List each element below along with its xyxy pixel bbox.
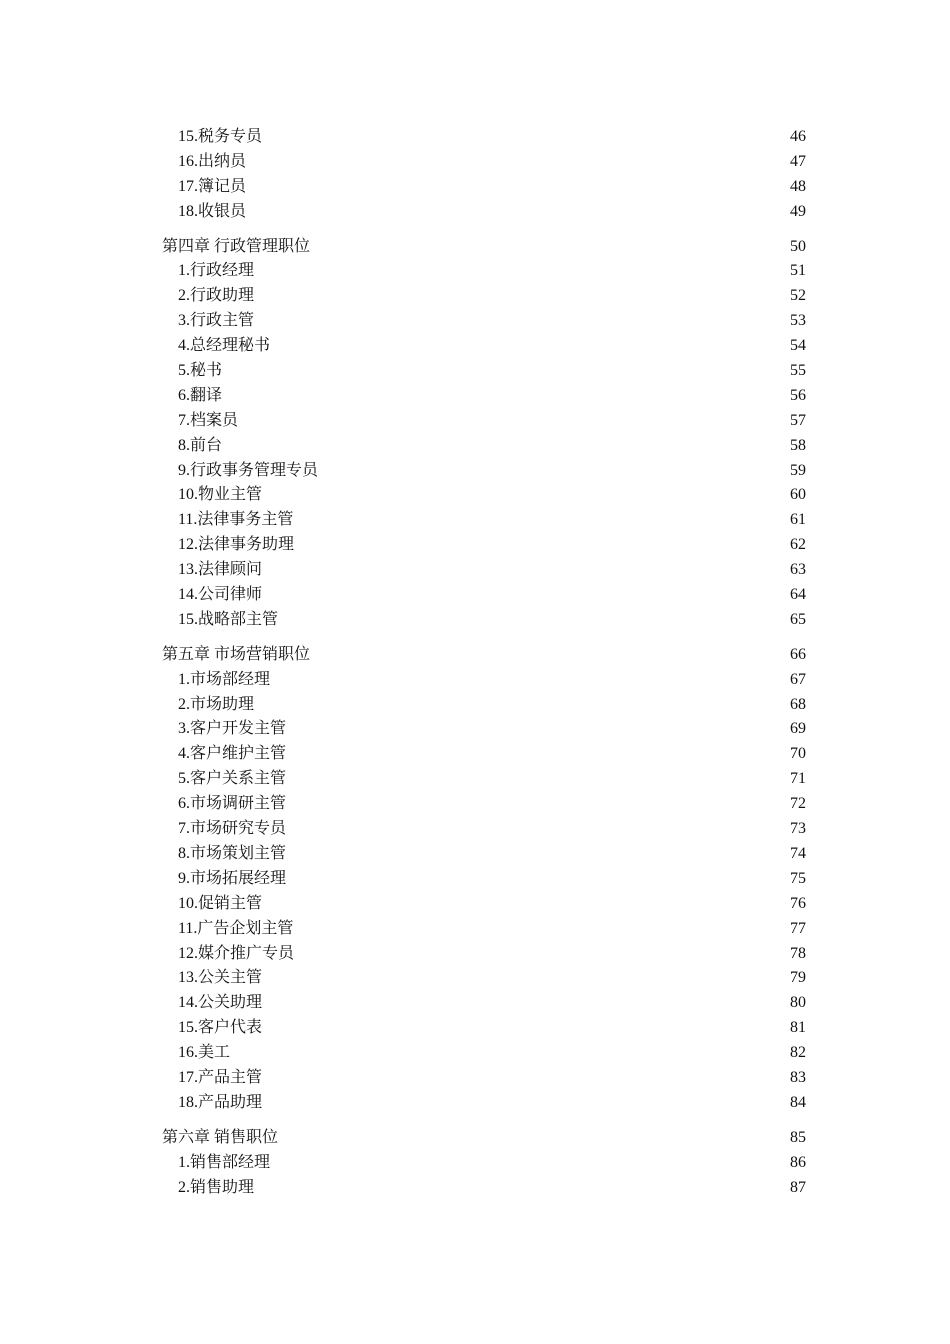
toc-page-number: 84	[790, 1093, 806, 1111]
toc-entry[interactable]	[162, 1091, 806, 1116]
toc-entry-title: 9.市场拓展经理	[178, 869, 287, 887]
toc-group	[162, 125, 806, 225]
toc-page-number: 60	[790, 486, 806, 504]
toc-page-number: 57	[790, 411, 806, 429]
toc-chapter-title: 第五章 市场营销职位	[162, 645, 311, 663]
toc-page-number: 86	[790, 1153, 806, 1171]
toc-entry-title: 17.产品主管	[178, 1068, 263, 1086]
toc-entry[interactable]	[162, 842, 806, 867]
toc-page-number: 83	[790, 1068, 806, 1086]
toc-entry-title: 2.销售助理	[178, 1178, 255, 1196]
toc-page-number: 50	[790, 237, 806, 255]
toc-page-number: 65	[790, 610, 806, 628]
toc-page-number: 87	[790, 1178, 806, 1196]
toc-entry-title: 3.客户开发主管	[178, 720, 287, 738]
toc-page-number: 81	[790, 1019, 806, 1037]
toc-entry[interactable]	[162, 742, 806, 767]
toc-entry[interactable]	[162, 459, 806, 484]
toc-page-number: 74	[790, 844, 806, 862]
toc-entry-title: 8.市场策划主管	[178, 844, 287, 862]
toc-page-number: 76	[790, 894, 806, 912]
toc-entry-title: 16.美工	[178, 1044, 231, 1062]
toc-entry[interactable]	[162, 867, 806, 892]
toc-entry[interactable]	[162, 409, 806, 434]
toc-entry[interactable]	[162, 942, 806, 967]
toc-page-number: 70	[790, 745, 806, 763]
toc-entry[interactable]	[162, 309, 806, 334]
toc-page-number: 85	[790, 1128, 806, 1146]
toc-entry[interactable]	[162, 1066, 806, 1091]
toc-entry-title: 6.市场调研主管	[178, 795, 287, 813]
toc-entry[interactable]	[162, 717, 806, 742]
toc-page-number: 58	[790, 436, 806, 454]
toc-entry[interactable]	[162, 1041, 806, 1066]
toc-entry[interactable]	[162, 1151, 806, 1176]
toc-entry-title: 7.市场研究专员	[178, 820, 287, 838]
toc-entry[interactable]	[162, 608, 806, 633]
toc-entry[interactable]	[162, 558, 806, 583]
toc-page-number: 82	[790, 1044, 806, 1062]
toc-page-number: 46	[790, 128, 806, 145]
toc-page-number: 59	[790, 461, 806, 479]
toc-entry[interactable]	[162, 533, 806, 558]
toc-entry-title: 9.行政事务管理专员	[178, 461, 319, 479]
toc-entry[interactable]	[162, 284, 806, 309]
toc-entry[interactable]	[162, 150, 806, 175]
toc-chapter-heading[interactable]	[162, 1126, 806, 1151]
toc-page-number: 68	[790, 695, 806, 713]
toc-entry[interactable]	[162, 668, 806, 693]
toc-page-number: 79	[790, 969, 806, 987]
toc-entry[interactable]	[162, 693, 806, 718]
toc-page-number: 54	[790, 337, 806, 355]
toc-entry-title: 10.促销主管	[178, 894, 263, 912]
toc-page-number: 77	[790, 919, 806, 937]
toc-entry-title: 15.税务专员	[178, 128, 263, 145]
toc-page-number: 78	[790, 944, 806, 962]
toc-page-number: 64	[790, 586, 806, 604]
toc-entry-title: 10.物业主管	[178, 486, 263, 504]
toc-entry-title: 13.法律顾问	[178, 561, 263, 579]
toc-entry-title: 7.档案员	[178, 411, 239, 429]
toc-entry[interactable]	[162, 384, 806, 409]
toc-entry[interactable]	[162, 1176, 806, 1201]
toc-chapter-title: 第六章 销售职位	[162, 1128, 279, 1146]
toc-chapter-heading[interactable]	[162, 643, 806, 668]
toc-page-number: 47	[790, 152, 806, 170]
toc-entry-title: 14.公关助理	[178, 994, 263, 1012]
toc-entry-title: 1.市场部经理	[178, 670, 271, 688]
toc-page-number: 53	[790, 312, 806, 330]
toc-page-number: 73	[790, 820, 806, 838]
toc-page-number: 72	[790, 795, 806, 813]
toc-page-number: 69	[790, 720, 806, 738]
toc-entry-title: 15.战略部主管	[178, 610, 279, 628]
toc-page-number: 56	[790, 386, 806, 404]
toc-chapter-heading[interactable]	[162, 235, 806, 260]
toc-entry[interactable]	[162, 334, 806, 359]
toc-entry-title: 18.收银员	[178, 202, 247, 220]
toc-page-number: 67	[790, 670, 806, 688]
toc-entry[interactable]	[162, 200, 806, 225]
toc-page-number: 75	[790, 869, 806, 887]
toc-entry[interactable]	[162, 767, 806, 792]
toc-page-number: 55	[790, 362, 806, 380]
toc-entry-title: 1.行政经理	[178, 262, 255, 280]
table-of-contents	[162, 125, 806, 1200]
toc-chapter-title: 第四章 行政管理职位	[162, 237, 311, 255]
toc-entry-title: 2.市场助理	[178, 695, 255, 713]
toc-page-number: 51	[790, 262, 806, 280]
toc-entry[interactable]	[162, 991, 806, 1016]
toc-entry-title: 13.公关主管	[178, 969, 263, 987]
toc-page-number: 63	[790, 561, 806, 579]
toc-group	[162, 1126, 806, 1201]
toc-entry[interactable]	[162, 966, 806, 991]
toc-entry-title: 11.法律事务主管	[178, 511, 294, 529]
toc-entry-title: 18.产品助理	[178, 1093, 263, 1111]
toc-entry-title: 6.翻译	[178, 386, 223, 404]
toc-entry[interactable]	[162, 583, 806, 608]
toc-entry[interactable]	[162, 1016, 806, 1041]
toc-entry-title: 12.法律事务助理	[178, 536, 295, 554]
toc-page-number: 80	[790, 994, 806, 1012]
toc-group	[162, 235, 806, 633]
toc-entry[interactable]	[162, 175, 806, 200]
toc-page-number: 62	[790, 536, 806, 554]
toc-entry[interactable]	[162, 359, 806, 384]
toc-entry[interactable]	[162, 434, 806, 459]
toc-entry-title: 17.簿记员	[178, 177, 247, 195]
toc-entry-title: 8.前台	[178, 436, 223, 454]
toc-entry-title: 2.行政助理	[178, 287, 255, 305]
toc-page-number: 52	[790, 287, 806, 305]
toc-page-number: 49	[790, 202, 806, 220]
toc-page-number: 71	[790, 770, 806, 788]
toc-entry-title: 5.秘书	[178, 362, 223, 380]
toc-entry-title: 11.广告企划主管	[178, 919, 294, 937]
toc-entry[interactable]	[162, 792, 806, 817]
toc-page-number: 61	[790, 511, 806, 529]
toc-entry[interactable]	[162, 508, 806, 533]
toc-entry[interactable]	[162, 817, 806, 842]
toc-entry[interactable]	[162, 259, 806, 284]
toc-entry-title: 4.客户维护主管	[178, 745, 287, 763]
toc-entry[interactable]	[162, 483, 806, 508]
toc-group	[162, 643, 806, 1116]
toc-page-number: 66	[790, 645, 806, 663]
toc-entry-title: 3.行政主管	[178, 312, 255, 330]
toc-entry[interactable]	[162, 892, 806, 917]
toc-entry-title: 12.媒介推广专员	[178, 944, 295, 962]
toc-entry-title: 14.公司律师	[178, 586, 263, 604]
toc-entry-title: 4.总经理秘书	[178, 337, 271, 355]
toc-entry-title: 16.出纳员	[178, 152, 247, 170]
toc-entry-title: 15.客户代表	[178, 1019, 263, 1037]
toc-entry[interactable]	[162, 917, 806, 942]
toc-entry-title: 1.销售部经理	[178, 1153, 271, 1171]
toc-page-number: 48	[790, 177, 806, 195]
toc-entry[interactable]	[162, 125, 806, 150]
toc-entry-title: 5.客户关系主管	[178, 770, 287, 788]
